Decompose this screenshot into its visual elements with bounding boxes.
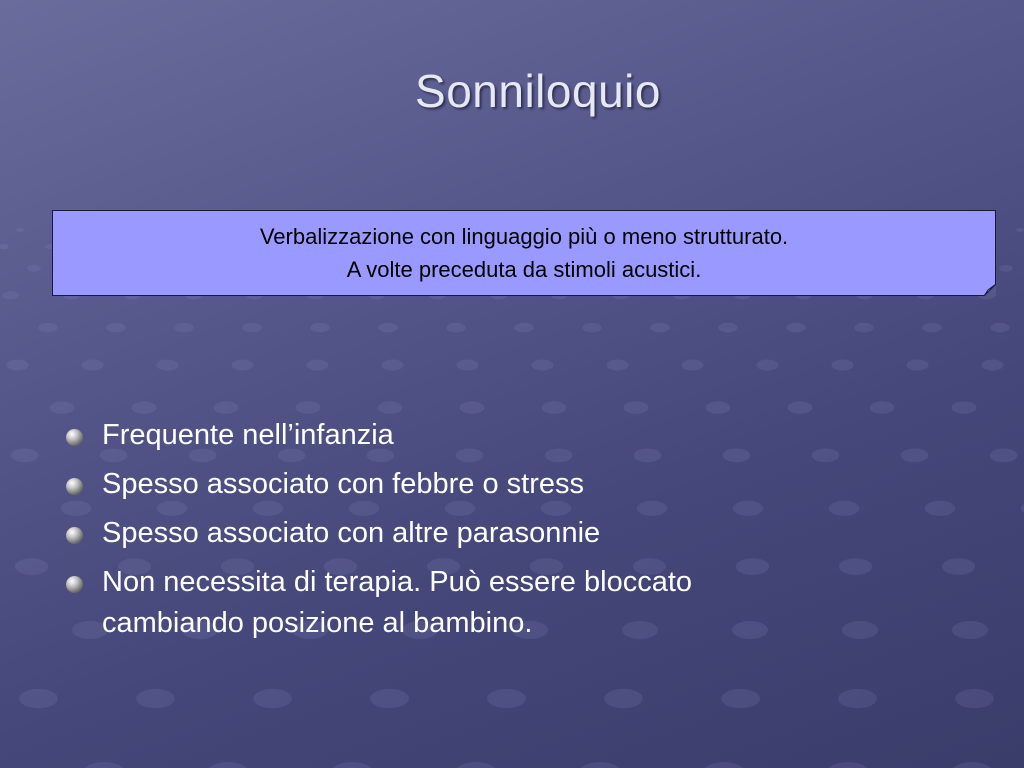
background-dot	[16, 228, 24, 232]
background-dot	[446, 323, 465, 333]
bullet-text: Non necessita di terapia. Può essere bloccato cambiando posizione al bambino.	[102, 566, 693, 639]
background-dot	[0, 244, 9, 249]
background-dot	[982, 360, 1004, 371]
background-dot	[650, 323, 669, 333]
bullet-item	[66, 464, 826, 505]
sphere-bullet-icon	[66, 527, 83, 544]
background-dot	[307, 360, 329, 371]
background-dot	[607, 360, 629, 371]
bullet-text: Spesso associato con febbre o stress	[102, 468, 584, 500]
note-line-2: A volte preceduta da stimoli acustici.	[346, 257, 702, 282]
background-dot	[952, 621, 988, 639]
background-dot	[718, 323, 737, 333]
background-dot	[370, 689, 409, 708]
background-dot	[7, 360, 29, 371]
bullet-text: Frequente nell’infanzia	[102, 419, 394, 451]
background-dot	[157, 360, 179, 371]
background-dot	[331, 762, 373, 768]
background-dot	[579, 762, 621, 768]
sphere-bullet-icon	[66, 429, 83, 446]
sphere-bullet-icon	[66, 576, 83, 593]
bullet-item	[66, 415, 826, 456]
background-dot	[0, 762, 1, 768]
background-dot	[232, 360, 254, 371]
slide-title: Sonniloquio	[415, 65, 661, 117]
background-dot	[990, 449, 1018, 463]
background-dot	[27, 265, 41, 272]
background-dot	[832, 360, 854, 371]
background-dot	[15, 558, 48, 575]
background-dot	[378, 323, 397, 333]
background-dot	[132, 401, 157, 413]
background-dot	[827, 762, 869, 768]
background-dot	[296, 401, 321, 413]
background-dot	[955, 689, 994, 708]
background-dot	[253, 689, 292, 708]
background-dot	[542, 401, 567, 413]
background-dot	[703, 762, 745, 768]
background-dot	[50, 401, 75, 413]
background-dot	[460, 401, 485, 413]
bullet-list	[66, 415, 826, 652]
note-line-1: Verbalizzazione con linguaggio più o meno strutturato.	[259, 224, 789, 249]
background-dot	[582, 323, 601, 333]
background-dot	[838, 689, 877, 708]
background-dot	[38, 323, 57, 333]
background-dot	[174, 323, 193, 333]
background-dot	[901, 449, 929, 463]
background-dot	[786, 323, 805, 333]
bullet-text: Spesso associato con altre parasonnie	[102, 517, 601, 549]
background-dot	[487, 689, 526, 708]
background-dot	[907, 360, 929, 371]
background-dot	[378, 401, 403, 413]
background-dot	[455, 762, 497, 768]
background-dot	[242, 323, 261, 333]
background-dot	[382, 360, 404, 371]
sphere-bullet-icon	[66, 478, 83, 495]
background-dot	[106, 323, 125, 333]
background-dot	[829, 501, 859, 516]
background-dot	[999, 265, 1013, 272]
background-dot	[82, 360, 104, 371]
background-dot	[854, 323, 873, 333]
background-dot	[842, 621, 878, 639]
background-dot	[11, 449, 39, 463]
page-curl-icon	[984, 284, 996, 296]
bullet-item	[66, 562, 826, 644]
background-dot	[214, 401, 239, 413]
background-dot	[952, 401, 977, 413]
background-dot	[870, 401, 895, 413]
background-dot	[922, 323, 941, 333]
background-dot	[788, 401, 813, 413]
background-dot	[682, 360, 704, 371]
background-dot	[721, 689, 760, 708]
background-dot	[839, 558, 872, 575]
background-dot	[514, 323, 533, 333]
background-dot	[136, 689, 175, 708]
background-dot	[624, 401, 649, 413]
background-dot	[207, 762, 249, 768]
background-dot	[2, 291, 18, 299]
bullet-item	[66, 513, 826, 554]
note-box	[52, 210, 996, 296]
background-dot	[83, 762, 125, 768]
background-dot	[925, 501, 955, 516]
background-dot	[706, 401, 731, 413]
background-dot	[604, 689, 643, 708]
background-dot	[19, 689, 58, 708]
background-dot	[532, 360, 554, 371]
background-dot	[310, 323, 329, 333]
background-dot	[951, 762, 993, 768]
background-dot	[990, 323, 1009, 333]
background-dot	[457, 360, 479, 371]
background-dot	[757, 360, 779, 371]
background-dot	[942, 558, 975, 575]
background-dot	[1016, 228, 1024, 232]
